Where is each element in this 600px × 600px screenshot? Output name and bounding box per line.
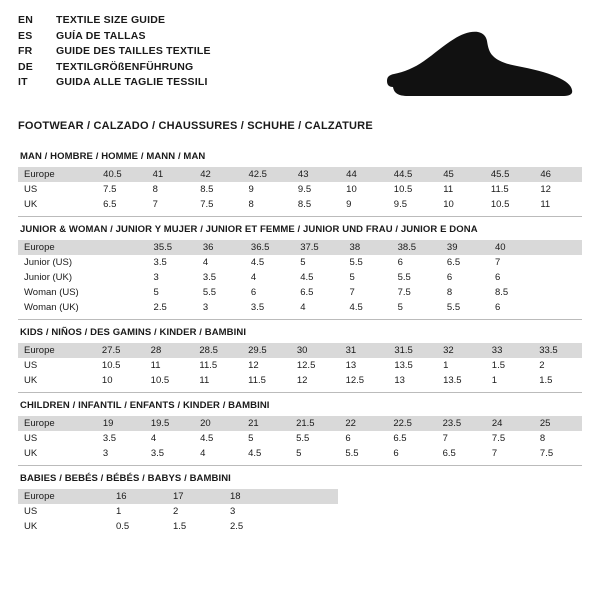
language-title-es: GUÍA DE TALLAS (56, 29, 146, 42)
cell: 8 (446, 287, 453, 298)
cell: 9 (248, 184, 254, 195)
cell: 8.5 (494, 287, 509, 298)
row-label: Junior (US) (24, 257, 73, 268)
row-label: US (24, 506, 38, 517)
table-row (18, 182, 582, 197)
language-row-es (18, 30, 211, 46)
cell: 13 (394, 375, 405, 386)
cell: 45 (437, 167, 485, 182)
cell: 42 (194, 167, 242, 182)
cell: 13.5 (443, 375, 462, 386)
cell: 7 (349, 287, 355, 298)
size-group-children (18, 392, 582, 461)
cell: 7.5 (103, 184, 117, 195)
cell: 7.5 (539, 448, 554, 459)
table-row (18, 431, 582, 446)
row-label: US (24, 184, 38, 195)
cell: 6 (494, 272, 501, 283)
cell: 21.5 (290, 416, 339, 431)
cell: 3 (102, 448, 109, 459)
cell: 10.5 (393, 184, 413, 195)
cell: 46 (534, 167, 582, 182)
table-row (18, 167, 582, 182)
cell: 1 (116, 506, 122, 517)
table-row (18, 197, 582, 212)
language-title-body (18, 14, 211, 92)
cell: 5.5 (296, 433, 310, 444)
cell: 0.5 (116, 521, 130, 532)
cell: 10.5 (101, 360, 121, 371)
cell (281, 519, 338, 534)
cell: 19 (97, 416, 145, 431)
language-code-de: DE (18, 60, 33, 73)
cell: 42.5 (242, 167, 291, 182)
dress-shoe-icon (386, 30, 576, 104)
size-table-babies (18, 489, 338, 534)
cell (537, 270, 582, 285)
row-label: UK (24, 375, 38, 386)
cell: 44 (340, 167, 388, 182)
cell: 10.5 (490, 199, 510, 210)
language-code-it: IT (18, 76, 28, 88)
cell: 7.5 (491, 433, 506, 444)
cell: 6.5 (300, 287, 314, 298)
cell: 2.5 (230, 521, 244, 532)
cell: 33 (486, 343, 533, 358)
cell: 40 (489, 240, 537, 255)
row-label: UK (24, 521, 38, 532)
cell: 11.5 (199, 360, 218, 371)
cell: 24 (486, 416, 534, 431)
cell: 3.5 (102, 433, 117, 444)
cell: 5 (349, 272, 355, 283)
cell: 43 (292, 167, 340, 182)
table-row (18, 343, 582, 358)
table-row (18, 240, 582, 255)
size-table-children (18, 416, 582, 461)
cell: 8.5 (200, 184, 214, 195)
row-label: UK (24, 199, 38, 210)
cell: 6 (446, 272, 453, 283)
cell: 5 (300, 257, 306, 268)
cell: 7 (442, 433, 448, 444)
cell: 4.5 (200, 433, 214, 444)
cell: 7.5 (397, 287, 411, 298)
table-row (18, 285, 582, 300)
cell: 7 (491, 448, 498, 459)
cell: 10.5 (150, 375, 170, 386)
cell: 20 (194, 416, 242, 431)
cell: 8 (248, 199, 254, 210)
cell: 9.5 (393, 199, 407, 210)
cell: 3.5 (150, 448, 165, 459)
cell: 7 (494, 257, 501, 268)
row-label: Europe (18, 167, 97, 182)
cell: 27.5 (96, 343, 145, 358)
cell: 38.5 (392, 240, 441, 255)
size-table-kids (18, 343, 582, 388)
language-row-it (18, 76, 211, 92)
cell: 11 (150, 360, 161, 371)
size-group-heading: MAN / HOMBRE / HOMME / MANN / MAN (20, 151, 206, 162)
cell: 12 (248, 360, 259, 371)
cell: 36 (197, 240, 245, 255)
cell: 4 (200, 448, 206, 459)
language-code-fr: FR (18, 45, 33, 57)
cell: 7.5 (200, 199, 214, 210)
cell: 39 (441, 240, 489, 255)
cell: 5.5 (345, 448, 359, 459)
language-title-de: TEXTILGRÖßENFÜHRUNG (56, 60, 194, 73)
cell: 17 (167, 489, 224, 504)
size-table-junior-woman (18, 240, 582, 315)
size-group-heading: KIDS / NIÑOS / DES GAMINS / KINDER / BAMBINI (18, 319, 582, 343)
cell: 13.5 (394, 360, 413, 371)
cell: 3.5 (153, 257, 167, 268)
cell: 6 (393, 448, 399, 459)
language-title-en: TEXTILE SIZE GUIDE (56, 14, 166, 26)
cell: 6 (397, 257, 403, 268)
size-group-man (18, 144, 582, 212)
cell: 5.5 (446, 302, 461, 313)
row-label: Europe (18, 489, 110, 504)
row-label: US (24, 433, 38, 444)
cell: 32 (437, 343, 486, 358)
cell: 33.5 (533, 343, 582, 358)
cell: 28 (145, 343, 194, 358)
cell: 16 (110, 489, 167, 504)
table-row (18, 519, 338, 534)
cell: 10 (443, 199, 454, 210)
cell (281, 489, 338, 504)
cell (281, 504, 338, 519)
cell: 5.5 (397, 272, 411, 283)
cell: 41 (147, 167, 195, 182)
cell: 5 (296, 448, 302, 459)
cell: 2 (539, 360, 545, 371)
cell: 8 (152, 184, 158, 195)
size-group-heading: CHILDREN / INFANTIL / ENFANTS / KINDER / BAMBINI (18, 392, 582, 416)
cell: 22 (339, 416, 387, 431)
cell: 4 (202, 257, 209, 268)
cell: 4.5 (349, 302, 363, 313)
cell: 35.5 (148, 240, 197, 255)
cell: 8.5 (297, 199, 312, 210)
table-row (18, 446, 582, 461)
cell: 2.5 (153, 302, 167, 313)
cell (103, 270, 148, 285)
cell: 40.5 (97, 167, 146, 182)
page-title: FOOTWEAR / CALZADO / CHAUSSURES / SCHUHE / CALZATURE (18, 120, 373, 132)
cell: 6.5 (442, 448, 456, 459)
cell: 1.5 (491, 360, 506, 371)
cell: 4.5 (300, 272, 314, 283)
cell: 28.5 (193, 343, 242, 358)
cell: 13 (345, 360, 357, 371)
cell: 30 (291, 343, 340, 358)
cell: 5 (153, 287, 159, 298)
table-row (18, 504, 338, 519)
cell: 11.5 (490, 184, 509, 195)
cell: 1 (443, 360, 449, 371)
row-label: UK (24, 448, 38, 459)
cell: 19.5 (145, 416, 194, 431)
cell: 31.5 (388, 343, 437, 358)
cell: 7 (152, 199, 158, 210)
cell: 6.5 (393, 433, 407, 444)
cell (103, 255, 148, 270)
cell: 5.5 (202, 287, 217, 298)
cell: 4.5 (250, 257, 265, 268)
row-label: Europe (18, 240, 103, 255)
size-table-man (18, 167, 582, 212)
cell: 21 (242, 416, 290, 431)
cell (537, 255, 582, 270)
cell (537, 240, 582, 255)
cell: 9.5 (297, 184, 312, 195)
size-group-junior-woman (18, 216, 582, 315)
cell (103, 240, 148, 255)
table-row (18, 489, 338, 504)
cell: 37.5 (294, 240, 343, 255)
cell: 3 (202, 302, 209, 313)
cell: 3.5 (250, 302, 265, 313)
cell: 6.5 (103, 199, 117, 210)
language-row-de (18, 61, 211, 77)
language-title-fr: GUIDE DES TAILLES TEXTILE (56, 45, 211, 57)
cell: 12.5 (345, 375, 365, 386)
cell: 38 (344, 240, 392, 255)
row-label: Europe (18, 343, 96, 358)
cell: 12 (540, 184, 551, 195)
table-row (18, 358, 582, 373)
cell: 3 (230, 506, 236, 517)
cell: 1 (491, 375, 498, 386)
size-group-heading: JUNIOR & WOMAN / JUNIOR Y MUJER / JUNIOR ET FEMME / JUNIOR UND FRAU / JUNIOR E DONA (18, 216, 582, 240)
cell: 1.5 (173, 521, 187, 532)
table-row (18, 416, 582, 431)
table-row (18, 255, 582, 270)
cell: 29.5 (242, 343, 291, 358)
cell: 11 (540, 199, 551, 210)
cell (103, 300, 148, 315)
cell (537, 300, 582, 315)
size-group-heading: BABIES / BEBÉS / BÉBÉS / BABYS / BAMBINI (18, 465, 582, 489)
cell: 3 (153, 272, 159, 283)
cell: 1.5 (539, 375, 553, 386)
size-group-kids (18, 319, 582, 388)
cell: 6 (345, 433, 351, 444)
cell: 6 (250, 287, 257, 298)
row-label: US (24, 360, 38, 371)
row-label: Woman (UK) (24, 302, 79, 313)
cell: 11.5 (248, 375, 266, 386)
language-row-en (18, 14, 211, 30)
cell: 23.5 (437, 416, 486, 431)
row-label: Woman (US) (24, 287, 79, 298)
cell: 12 (296, 375, 308, 386)
cell: 4 (300, 302, 306, 313)
cell: 11 (443, 184, 454, 195)
cell: 22.5 (387, 416, 436, 431)
cell: 10 (346, 184, 357, 195)
cell: 6 (494, 302, 501, 313)
cell: 5 (397, 302, 403, 313)
language-title-it: GUIDA ALLE TAGLIE TESSILI (56, 76, 208, 88)
cell (103, 285, 148, 300)
language-code-es: ES (18, 29, 33, 42)
table-row (18, 270, 582, 285)
cell: 6.5 (446, 257, 461, 268)
cell: 4.5 (248, 448, 262, 459)
cell: 5.5 (349, 257, 363, 268)
language-code-en: EN (18, 14, 33, 26)
table-row (18, 300, 582, 315)
cell: 45.5 (485, 167, 534, 182)
cell: 4 (250, 272, 257, 283)
language-title-list (18, 14, 211, 92)
cell: 4 (150, 433, 157, 444)
cell: 3.5 (202, 272, 217, 283)
cell: 25 (534, 416, 582, 431)
cell: 5 (248, 433, 254, 444)
cell (537, 285, 582, 300)
language-row-fr (18, 45, 211, 61)
cell: 12.5 (296, 360, 316, 371)
cell: 11 (199, 375, 210, 386)
cell: 8 (539, 433, 546, 444)
cell: 44.5 (388, 167, 437, 182)
size-group-babies (18, 465, 582, 534)
cell: 9 (346, 199, 352, 210)
row-label: Europe (18, 416, 97, 431)
row-label: Junior (UK) (24, 272, 73, 283)
document-header (18, 14, 582, 106)
cell: 10 (101, 375, 113, 386)
cell: 36.5 (245, 240, 294, 255)
table-row (18, 373, 582, 388)
cell: 18 (224, 489, 281, 504)
cell: 2 (173, 506, 179, 517)
cell: 31 (340, 343, 389, 358)
